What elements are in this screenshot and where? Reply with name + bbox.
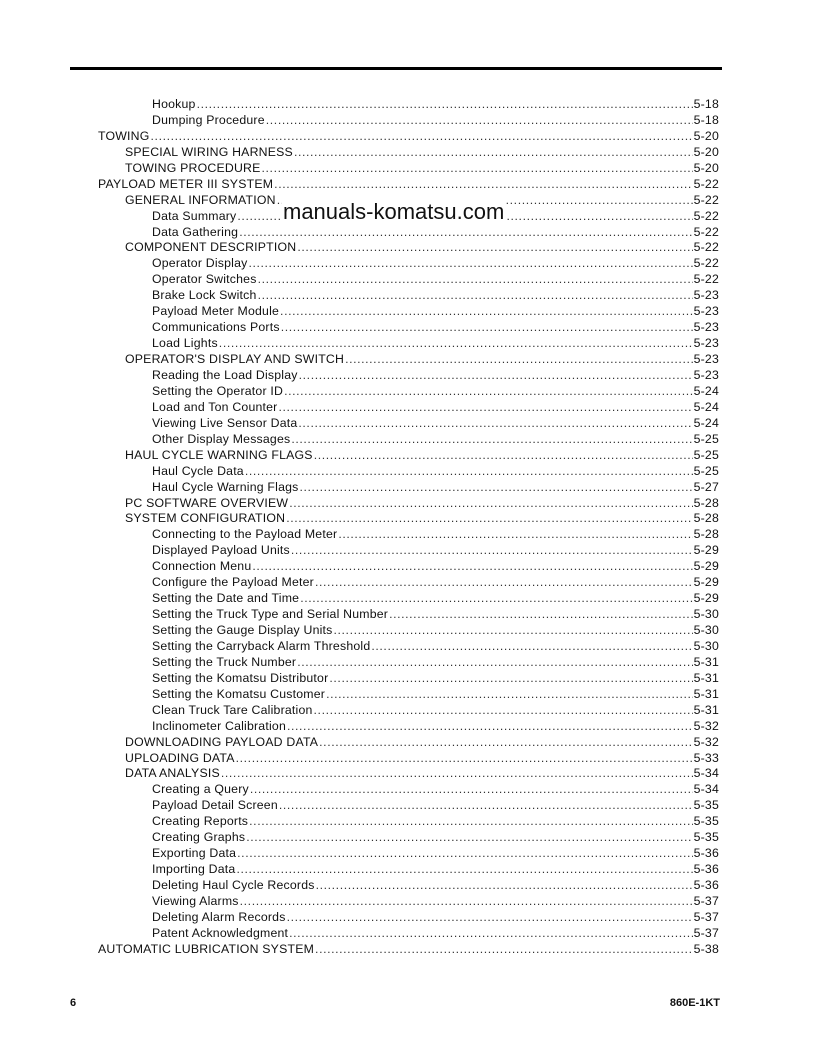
toc-entry-page: 5-25	[693, 463, 719, 478]
toc-entry[interactable]	[125, 447, 719, 463]
toc-entry-title: Setting the Komatsu Customer	[152, 686, 326, 701]
toc-entry-page: 5-25	[693, 447, 719, 462]
toc-entry-title: Setting the Komatsu Distributor	[152, 670, 329, 685]
toc-entry-page: 5-20	[693, 160, 719, 175]
toc-entry-title: OPERATOR'S DISPLAY AND SWITCH	[125, 352, 345, 367]
toc-entry[interactable]	[152, 415, 719, 431]
toc-entry-page: 5-30	[693, 623, 719, 638]
toc-entry-title: HAUL CYCLE WARNING FLAGS	[125, 447, 313, 462]
dot-leader	[284, 383, 693, 399]
toc-entry-page: 5-29	[693, 575, 719, 590]
dot-leader	[248, 255, 692, 271]
toc-entry-title: Deleting Haul Cycle Records	[152, 878, 315, 893]
dot-leader	[297, 239, 692, 255]
toc-entry-title: Haul Cycle Warning Flags	[152, 479, 299, 494]
dot-leader	[280, 303, 693, 319]
toc-entry[interactable]	[125, 765, 719, 781]
dot-leader	[334, 622, 693, 638]
toc-entry-title: Hookup	[152, 97, 196, 111]
dot-leader	[315, 941, 693, 957]
toc-entry[interactable]	[125, 495, 719, 511]
dot-leader	[297, 654, 692, 670]
toc-entry[interactable]	[152, 670, 719, 686]
toc-entry-title: Communications Ports	[152, 320, 280, 335]
toc-entry-title: Viewing Live Sensor Data	[152, 415, 298, 430]
toc-entry[interactable]	[152, 877, 719, 893]
dot-leader	[315, 574, 693, 590]
toc-entry-title: Setting the Truck Type and Serial Number	[152, 607, 389, 622]
toc-entry[interactable]	[152, 797, 719, 813]
toc-entry-page: 5-24	[693, 415, 719, 430]
toc-entry-title: PAYLOAD METER III SYSTEM	[98, 176, 274, 191]
dot-leader	[258, 287, 693, 303]
footer-doc-code: 860E-1KT	[669, 997, 720, 1009]
toc-entry-page: 5-31	[693, 654, 719, 669]
toc-entry-title: Inclinometer Calibration	[152, 718, 286, 733]
dot-leader	[319, 734, 692, 750]
toc-entry-page: 5-30	[693, 638, 719, 653]
dot-leader	[298, 415, 692, 431]
dot-leader	[245, 463, 693, 479]
dot-leader	[389, 606, 693, 622]
toc-entry-title: COMPONENT DESCRIPTION	[125, 240, 297, 255]
toc-entry[interactable]	[152, 606, 719, 622]
dot-leader	[291, 542, 693, 558]
toc-entry[interactable]	[152, 399, 719, 415]
dot-leader	[239, 224, 692, 240]
toc-entry-page: 5-25	[693, 431, 719, 446]
toc-entry-page: 5-32	[693, 734, 719, 749]
toc-entry-page: 5-37	[693, 894, 719, 908]
toc-entry-title: UPLOADING DATA	[125, 750, 235, 765]
dot-leader	[221, 765, 693, 781]
toc-entry-page: 5-22	[693, 256, 719, 271]
watermark: manuals-komatsu.com	[283, 199, 505, 224]
dot-leader	[246, 829, 692, 845]
toc-entry-title: Brake Lock Switch	[152, 288, 257, 303]
toc-entry[interactable]	[125, 144, 719, 160]
toc-entry[interactable]	[152, 431, 719, 447]
dot-leader	[371, 638, 692, 654]
toc-entry[interactable]	[152, 287, 719, 303]
dot-leader	[237, 845, 692, 861]
toc-entry-page: 5-18	[693, 97, 719, 111]
toc-entry-title: Reading the Load Display	[152, 367, 298, 382]
toc-entry[interactable]	[125, 510, 719, 526]
toc-entry[interactable]	[152, 686, 719, 702]
toc-entry[interactable]	[152, 558, 719, 574]
toc-entry-page: 5-22	[693, 272, 719, 287]
toc-entry[interactable]	[152, 909, 719, 925]
toc-entry-title: Data Gathering	[152, 224, 239, 239]
toc-entry-title: Patent Acknowledgment	[152, 925, 289, 940]
dot-leader	[287, 718, 693, 734]
dot-leader	[151, 128, 693, 144]
dot-leader	[258, 271, 693, 287]
dot-leader	[299, 367, 693, 383]
footer-page-number: 6	[70, 997, 77, 1009]
toc-entry-title: PC SOFTWARE OVERVIEW	[125, 495, 289, 510]
toc-entry[interactable]	[152, 622, 719, 638]
toc-entry[interactable]	[125, 750, 719, 766]
toc-entry[interactable]	[152, 861, 719, 877]
dot-leader	[236, 861, 692, 877]
dot-leader	[279, 797, 693, 813]
toc-entry-title: Connecting to the Payload Meter	[152, 527, 338, 542]
toc-entry-title: AUTOMATIC LUBRICATION SYSTEM	[98, 941, 315, 956]
dot-leader	[219, 335, 693, 351]
toc-entry-page: 5-32	[693, 718, 719, 733]
dot-leader	[240, 893, 693, 909]
dot-leader	[314, 447, 693, 463]
toc-entry-title: Creating a Query	[152, 782, 249, 797]
toc-entry-title: DOWNLOADING PAYLOAD DATA	[125, 734, 319, 749]
toc-entry[interactable]	[98, 176, 719, 192]
toc-entry-page: 5-33	[693, 750, 719, 765]
dot-leader	[250, 781, 693, 797]
toc-entry-title: Data Summary	[152, 208, 237, 223]
toc-entry-page: 5-36	[693, 878, 719, 893]
toc-entry-page: 5-23	[693, 367, 719, 382]
toc-entry[interactable]	[125, 239, 719, 255]
toc-entry-title: Creating Reports	[152, 814, 249, 829]
dot-leader	[300, 479, 693, 495]
toc-entry-page: 5-22	[693, 192, 719, 207]
toc-entry[interactable]	[152, 845, 719, 861]
toc-entry-page: 5-34	[693, 782, 719, 797]
toc-entry[interactable]	[152, 542, 719, 558]
toc-entry-page: 5-31	[693, 670, 719, 685]
dot-leader	[274, 176, 692, 192]
toc-entry-title: DATA ANALYSIS	[125, 766, 220, 781]
toc-entry-title: TOWING	[98, 128, 150, 143]
toc-entry[interactable]	[152, 383, 719, 399]
toc-entry-page: 5-28	[693, 511, 719, 526]
toc-entry-page: 5-27	[693, 479, 719, 494]
toc-entry-page: 5-37	[693, 909, 719, 924]
dot-leader	[338, 526, 692, 542]
toc-entry[interactable]	[152, 781, 719, 797]
dot-leader	[287, 909, 693, 925]
toc-entry[interactable]	[125, 351, 719, 367]
toc-entry-page: 5-35	[693, 830, 719, 845]
toc-entry[interactable]	[125, 160, 719, 176]
toc-entry-title: Payload Meter Module	[152, 304, 280, 319]
toc-entry-title: Setting the Operator ID	[152, 383, 284, 398]
toc-entry-page: 5-28	[693, 495, 719, 510]
toc-entry-page: 5-20	[693, 144, 719, 159]
toc-entry[interactable]	[152, 718, 719, 734]
toc-entry-title: Exporting Data	[152, 846, 237, 861]
toc-entry-page: 5-22	[693, 240, 719, 255]
toc-entry[interactable]	[98, 941, 719, 957]
toc-entry[interactable]	[152, 319, 719, 335]
toc-entry-page: 5-20	[693, 128, 719, 143]
toc-entry-page: 5-29	[693, 591, 719, 606]
toc-entry[interactable]	[152, 893, 719, 909]
toc-entry-page: 5-22	[693, 176, 719, 191]
toc-entry[interactable]	[98, 128, 719, 144]
toc-entry[interactable]	[152, 463, 719, 479]
toc-entry-title: Payload Detail Screen	[152, 798, 278, 813]
toc-entry-page: 5-31	[693, 686, 719, 701]
dot-leader	[197, 96, 693, 112]
toc-entry[interactable]	[152, 829, 719, 845]
toc-entry[interactable]	[152, 335, 719, 351]
toc-entry[interactable]	[125, 734, 719, 750]
toc-entry-page: 5-36	[693, 862, 719, 877]
toc-entry-title: Other Display Messages	[152, 431, 291, 446]
toc-entry-title: SYSTEM CONFIGURATION	[125, 511, 286, 526]
dot-leader	[345, 351, 693, 367]
toc-entry-page: 5-31	[693, 702, 719, 717]
toc-entry-page: 5-22	[693, 208, 719, 223]
toc-entry-title: Creating Graphs	[152, 830, 246, 845]
toc-entry[interactable]	[152, 96, 719, 112]
toc-entry[interactable]	[152, 925, 719, 941]
toc-entry[interactable]	[152, 813, 719, 829]
toc-entry-title: Clean Truck Tare Calibration	[152, 702, 313, 717]
toc-entry-page: 5-23	[693, 320, 719, 335]
toc-entry-page: 5-23	[693, 352, 719, 367]
toc-entry[interactable]	[152, 255, 719, 271]
dot-leader	[314, 702, 693, 718]
toc-entry[interactable]	[152, 303, 719, 319]
toc-entry-page: 5-30	[693, 607, 719, 622]
dot-leader	[291, 431, 692, 447]
toc-entry-page: 5-28	[693, 527, 719, 542]
toc-entry-page: 5-35	[693, 798, 719, 813]
dot-leader	[300, 590, 692, 606]
dot-leader	[294, 144, 693, 160]
toc-entry-title: Operator Switches	[152, 272, 257, 287]
toc-entry-title: Connection Menu	[152, 559, 252, 574]
toc-entry-title: GENERAL INFORMATION	[125, 192, 276, 207]
toc-entry-title: Displayed Payload Units	[152, 543, 290, 558]
toc-entry-title: Deleting Alarm Records	[152, 909, 286, 924]
toc-entry[interactable]	[152, 526, 719, 542]
toc-entry[interactable]	[152, 224, 719, 240]
dot-leader	[281, 319, 693, 335]
dot-leader	[289, 495, 692, 511]
toc-entry-title: Configure the Payload Meter	[152, 575, 314, 590]
toc-entry-title: Load Lights	[152, 336, 218, 351]
toc-entry-title: Viewing Alarms	[152, 894, 239, 908]
toc-entry-title: Importing Data	[152, 862, 236, 877]
toc-entry-title: SPECIAL WIRING HARNESS	[125, 144, 293, 159]
toc-entry-page: 5-37	[693, 925, 719, 940]
toc-entry[interactable]	[152, 590, 719, 606]
toc-entry-title: TOWING PROCEDURE	[125, 160, 261, 175]
toc-entry-page: 5-23	[693, 336, 719, 351]
dot-leader	[316, 877, 693, 893]
dot-leader	[278, 399, 692, 415]
toc-entry-title: Load and Ton Counter	[152, 399, 278, 414]
toc-entry-title: Operator Display	[152, 256, 248, 271]
toc-entry-page: 5-34	[693, 766, 719, 781]
toc-entry[interactable]	[152, 479, 719, 495]
toc-entry[interactable]	[152, 654, 719, 670]
toc-entry-title: Dumping Procedure	[152, 112, 265, 127]
dot-leader	[329, 670, 692, 686]
toc-entry-title: Setting the Truck Number	[152, 654, 297, 669]
toc-entry-page: 5-36	[693, 846, 719, 861]
toc-entry-page: 5-38	[693, 941, 719, 956]
header-rule	[70, 67, 722, 70]
dot-leader	[236, 750, 693, 766]
dot-leader	[326, 686, 693, 702]
toc-entry-page: 5-22	[693, 224, 719, 239]
toc-entry-page: 5-29	[693, 543, 719, 558]
dot-leader	[289, 925, 692, 941]
dot-leader	[262, 160, 693, 176]
toc-entry-page: 5-24	[693, 383, 719, 398]
toc-entry-page: 5-23	[693, 304, 719, 319]
toc-entry[interactable]	[152, 271, 719, 287]
dot-leader	[252, 558, 692, 574]
toc-entry-page: 5-29	[693, 559, 719, 574]
toc-entry-title: Setting the Date and Time	[152, 591, 300, 606]
dot-leader	[249, 813, 692, 829]
toc-entry[interactable]	[152, 638, 719, 654]
toc-entry-title: Haul Cycle Data	[152, 463, 244, 478]
toc-entry-title: Setting the Gauge Display Units	[152, 623, 333, 638]
toc-entry[interactable]	[152, 112, 719, 128]
toc-entry[interactable]	[152, 574, 719, 590]
toc-entry-page: 5-24	[693, 399, 719, 414]
toc-entry-page: 5-23	[693, 288, 719, 303]
dot-leader	[266, 112, 693, 128]
toc-entry[interactable]	[152, 367, 719, 383]
toc-entry-page: 5-35	[693, 814, 719, 829]
toc-entry[interactable]	[152, 702, 719, 718]
toc-entry-title: Setting the Carryback Alarm Threshold	[152, 638, 371, 653]
dot-leader	[286, 510, 692, 526]
toc-entry-page: 5-18	[693, 112, 719, 127]
